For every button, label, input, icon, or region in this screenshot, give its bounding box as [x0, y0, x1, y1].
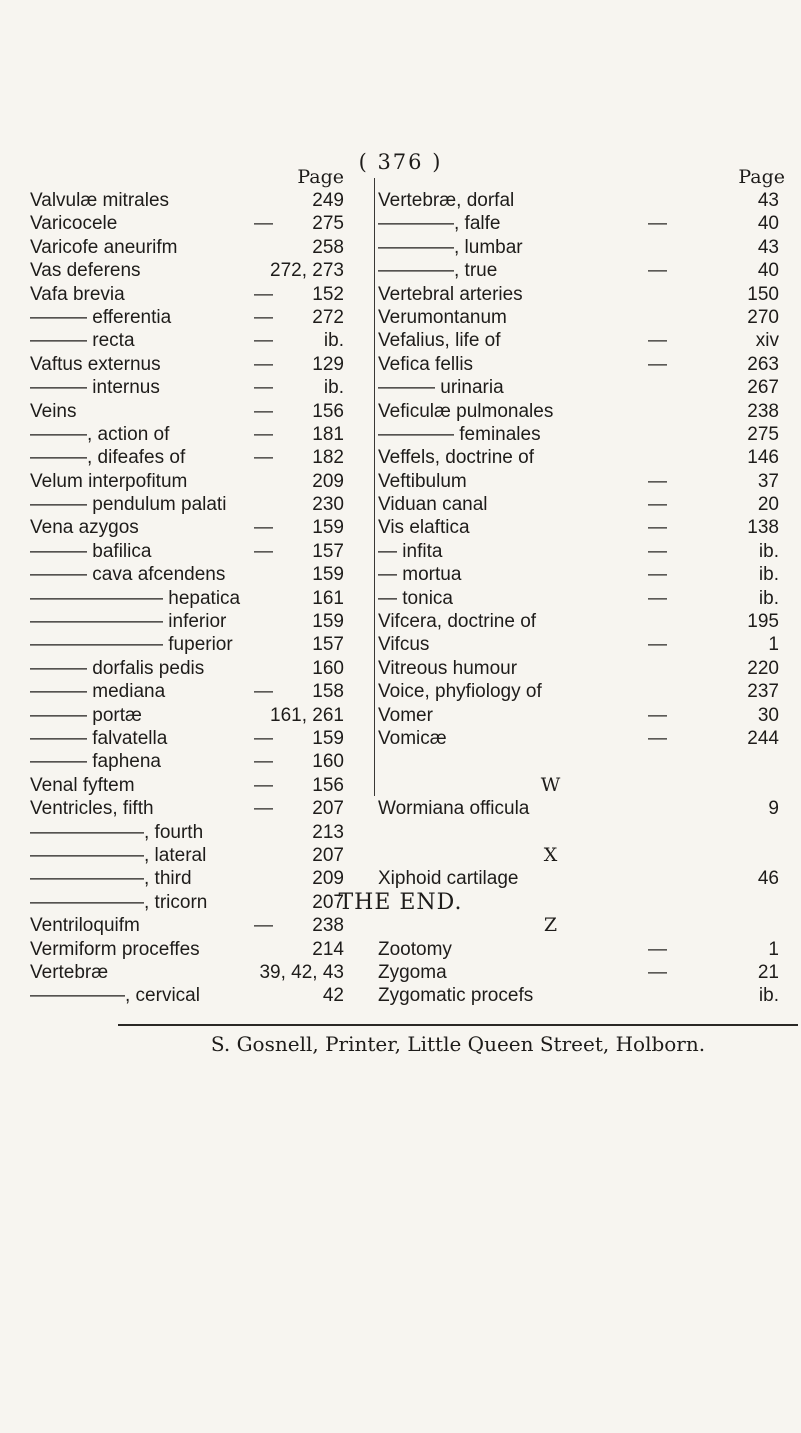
leader-dash: — [254, 727, 273, 749]
index-entry [378, 516, 793, 539]
index-entry [378, 797, 793, 820]
index-page-ref: 207 [312, 891, 344, 913]
index-term: Ventriloquifm [30, 915, 140, 937]
index-column-left [30, 165, 368, 1008]
leader-dash: — [648, 517, 667, 539]
index-entry [30, 446, 368, 469]
index-entry [30, 376, 368, 399]
index-entry [30, 844, 368, 867]
index-entries-right [378, 189, 793, 1008]
index-entry [30, 867, 368, 890]
index-entry [30, 259, 368, 282]
index-term: Ventricles, fifth [30, 798, 154, 820]
index-entry [30, 657, 368, 680]
index-entry [30, 797, 368, 820]
index-page-ref: 161 [312, 587, 344, 609]
index-entry [30, 283, 368, 306]
index-page-ref: 43 [757, 190, 779, 211]
leader-dash: — [254, 540, 273, 562]
index-entry [378, 938, 793, 961]
index-term: Vertebral arteries [378, 283, 523, 305]
leader-dash: — [648, 540, 667, 562]
index-term: Vitreous humour [378, 657, 518, 679]
index-entry [30, 938, 368, 961]
index-page-ref: 160 [312, 657, 344, 679]
index-entry [378, 283, 793, 306]
index-entry [378, 329, 793, 352]
index-page-ref: ib. [758, 564, 779, 586]
index-entry [378, 212, 793, 235]
index-term: Vefalius, life of [378, 330, 501, 352]
index-page-ref: 160 [312, 751, 344, 773]
index-entry [30, 727, 368, 750]
index-term: Varicofe aneurifm [30, 236, 178, 258]
index-term: ——— portæ [30, 704, 142, 726]
index-entry [378, 867, 793, 890]
footer-rule [118, 1024, 798, 1026]
index-term: ——— urinaria [378, 377, 504, 399]
index-entry [378, 493, 793, 516]
index-term: ————, true [378, 260, 498, 282]
index-page-ref: 275 [747, 423, 779, 445]
printer-imprint: S. Gosnell, Printer, Little Queen Street, Holborn. [210, 1032, 706, 1056]
index-page-ref: 207 [312, 798, 344, 820]
index-term: ——— recta [30, 330, 135, 352]
index-term: — tonica [378, 587, 453, 609]
index-page-ref: 181 [312, 423, 344, 445]
leader-dash: — [254, 330, 273, 352]
index-term: ——————— hepatica [30, 587, 241, 609]
index-page-ref: 30 [757, 704, 779, 726]
index-entry [378, 633, 793, 656]
index-term: Voice, phyfiology of [378, 681, 542, 703]
page-column-heading: Page [297, 166, 344, 188]
index-term: ——— internus [30, 377, 160, 399]
index-term: Viduan canal [378, 494, 488, 516]
index-entry [378, 961, 793, 984]
index-term: Zygomatic procefs [378, 985, 534, 1007]
leader-dash: — [648, 587, 667, 609]
index-entry [30, 563, 368, 586]
index-entry [30, 236, 368, 259]
index-page-ref: 40 [757, 260, 779, 282]
index-entry [378, 306, 793, 329]
index-page-ref: 40 [757, 213, 779, 235]
index-term: Varicocele [30, 213, 118, 235]
index-entry [378, 540, 793, 563]
index-term: ———, action of [30, 423, 170, 445]
index-entry [378, 259, 793, 282]
leader-dash: — [254, 306, 273, 328]
leader-dash: — [254, 774, 273, 796]
index-term: Vas deferens [30, 260, 141, 282]
index-page-ref: 195 [747, 611, 779, 633]
index-entries-left [30, 189, 368, 1008]
index-page-ref: 158 [312, 681, 344, 703]
index-term: Vena azygos [30, 517, 139, 539]
leader-dash: — [648, 704, 667, 726]
index-page-ref: 220 [747, 657, 779, 679]
index-entry [378, 423, 793, 446]
index-entry [378, 680, 793, 703]
index-term: Vifcus [378, 634, 430, 656]
index-page-ref: 39, 42, 43 [259, 961, 344, 983]
index-term: Vomer [378, 704, 433, 726]
index-page-ref: 138 [747, 517, 779, 539]
index-page-ref: 272, 273 [270, 260, 344, 282]
index-page-ref: 150 [747, 283, 779, 305]
index-page-ref: 1 [768, 938, 779, 960]
index-term: ——————— inferior [30, 611, 227, 633]
index-page-ref: 159 [312, 564, 344, 586]
index-page-ref: 182 [312, 447, 344, 469]
index-page-ref: ib. [758, 985, 779, 1007]
index-term: ———, difeafes of [30, 447, 186, 469]
index-term: Veins [30, 400, 77, 422]
index-page-ref: 214 [312, 938, 344, 960]
index-term: Zygoma [378, 961, 447, 983]
index-entry [30, 400, 368, 423]
index-term: ——————, fourth [30, 821, 204, 843]
index-page-ref: 159 [312, 727, 344, 749]
index-entry [30, 540, 368, 563]
index-term: ——— efferentia [30, 306, 172, 328]
index-entry [378, 470, 793, 493]
index-page-ref: 21 [757, 961, 779, 983]
leader-dash: — [254, 283, 273, 305]
index-page-ref: 37 [757, 470, 779, 492]
page-number: ( 376 ) [358, 150, 443, 174]
index-entry [378, 610, 793, 633]
index-term: ————, falfe [378, 213, 501, 235]
index-entry [30, 329, 368, 352]
index-entry [30, 189, 368, 212]
index-entry [30, 306, 368, 329]
index-column-right [378, 165, 793, 1008]
leader-dash: — [254, 213, 273, 235]
index-entry [30, 774, 368, 797]
index-term: ——————, tricorn [30, 891, 208, 913]
leader-dash: — [648, 470, 667, 492]
index-page-ref: 42 [322, 985, 344, 1007]
column-divider [374, 178, 375, 796]
leader-dash: — [648, 353, 667, 375]
index-term: —————, cervical [30, 985, 200, 1007]
index-term: ——————— fuperior [30, 634, 233, 656]
index-page-ref: 272 [312, 306, 344, 328]
index-term: ——— mediana [30, 681, 166, 703]
index-page-ref: 258 [312, 236, 344, 258]
leader-dash: — [648, 564, 667, 586]
leader-dash: — [254, 377, 273, 399]
index-term: Xiphoid cartilage [378, 868, 519, 890]
index-term: Vifcera, doctrine of [378, 611, 537, 633]
index-page-ref: xiv [755, 330, 779, 352]
index-term: ——————, lateral [30, 844, 207, 866]
index-page-ref: 209 [312, 470, 344, 492]
index-term: ———— feminales [378, 423, 541, 445]
index-term: Wormiana officula [378, 798, 530, 820]
leader-dash: — [648, 213, 667, 235]
index-page-ref: 152 [312, 283, 344, 305]
leader-dash: — [648, 634, 667, 656]
index-entry [378, 587, 793, 610]
index-page-ref: 263 [747, 353, 779, 375]
index-page-ref: ib. [758, 540, 779, 562]
index-entry [30, 587, 368, 610]
index-entry [30, 961, 368, 984]
index-page-ref: 146 [747, 447, 779, 469]
index-entry [30, 493, 368, 516]
index-term: — infita [378, 540, 443, 562]
page-column-heading: Page [738, 166, 785, 188]
index-term: — mortua [378, 564, 462, 586]
index-term: Velum interpofitum [30, 470, 188, 492]
index-page-ref: 161, 261 [270, 704, 344, 726]
index-page-ref: 209 [312, 868, 344, 890]
index-page-ref: 129 [312, 353, 344, 375]
index-entry [30, 212, 368, 235]
index-entry [30, 984, 368, 1007]
index-entry [378, 563, 793, 586]
index-term: Venal fyftem [30, 774, 135, 796]
leader-dash: — [254, 798, 273, 820]
index-term: Vefica fellis [378, 353, 474, 375]
index-entry [378, 376, 793, 399]
index-page-ref: 43 [757, 236, 779, 258]
index-page-ref: 157 [312, 540, 344, 562]
index-term: Vermiform proceffes [30, 938, 200, 960]
index-entry [378, 727, 793, 750]
index-entry [378, 353, 793, 376]
index-page-ref: 156 [312, 400, 344, 422]
leader-dash: — [648, 494, 667, 516]
index-term: Vertebræ [30, 961, 109, 983]
leader-dash: — [254, 751, 273, 773]
index-page-ref: 244 [747, 727, 779, 749]
index-page-ref: 275 [312, 213, 344, 235]
index-term: Zootomy [378, 938, 452, 960]
leader-dash: — [254, 681, 273, 703]
leader-dash: — [648, 961, 667, 983]
index-page-ref: 238 [747, 400, 779, 422]
index-entry [378, 236, 793, 259]
index-term: ——— faphena [30, 751, 161, 773]
section-spacer [378, 750, 793, 773]
index-entry [30, 353, 368, 376]
leader-dash: — [254, 353, 273, 375]
index-page-ref: 238 [312, 915, 344, 937]
index-term: Veftibulum [378, 470, 467, 492]
index-page-ref: 157 [312, 634, 344, 656]
index-page-ref: 249 [312, 190, 344, 211]
index-term: Vertebræ, dorfal [378, 190, 515, 211]
index-term: ——— falvatella [30, 727, 168, 749]
index-entry [30, 610, 368, 633]
index-page-ref: 207 [312, 844, 344, 866]
index-entry [378, 446, 793, 469]
index-term: Valvulæ mitrales [30, 190, 170, 211]
leader-dash: — [648, 727, 667, 749]
leader-dash: — [648, 260, 667, 282]
index-term: Vaftus externus [30, 353, 161, 375]
index-page-ref: 1 [768, 634, 779, 656]
index-entry [378, 400, 793, 423]
index-term: Vafa brevia [30, 283, 125, 305]
index-page-ref: 20 [757, 494, 779, 516]
section-letter: W [540, 773, 561, 796]
index-term: Veffels, doctrine of [378, 447, 534, 469]
index-page-ref: 230 [312, 494, 344, 516]
index-term: ——————, third [30, 868, 192, 890]
index-entry [30, 423, 368, 446]
index-entry [30, 821, 368, 844]
index-term: Veficulæ pulmonales [378, 400, 554, 422]
index-term: ——— pendulum palati [30, 494, 227, 516]
index-page-ref: ib. [323, 330, 344, 352]
index-entry [378, 657, 793, 680]
index-entry [30, 914, 368, 937]
index-page-ref: 159 [312, 517, 344, 539]
the-end-heading: THE END. [338, 890, 463, 915]
index-page-ref: 270 [747, 306, 779, 328]
index-page-ref: 46 [757, 868, 779, 890]
index-term: ——— cava afcendens [30, 564, 226, 586]
index-page-ref: 9 [768, 798, 779, 820]
leader-dash: — [254, 423, 273, 445]
index-page-ref: 237 [747, 681, 779, 703]
index-entry [378, 704, 793, 727]
index-term: ——— bafilica [30, 540, 152, 562]
index-entry [30, 470, 368, 493]
index-entry [30, 516, 368, 539]
index-term: ————, lumbar [378, 236, 523, 258]
index-term: Vomicæ [378, 727, 447, 749]
leader-dash: — [648, 330, 667, 352]
leader-dash: — [254, 517, 273, 539]
index-term: Vis elaftica [378, 517, 470, 539]
leader-dash: — [254, 447, 273, 469]
index-entry [378, 984, 793, 1007]
leader-dash: — [254, 915, 273, 937]
index-term: ——— dorfalis pedis [30, 657, 205, 679]
index-entry [30, 704, 368, 727]
index-entry [30, 750, 368, 773]
leader-dash: — [254, 400, 273, 422]
index-page-ref: ib. [323, 377, 344, 399]
index-entry [30, 680, 368, 703]
index-entry [378, 189, 793, 212]
index-page-ref: 156 [312, 774, 344, 796]
index-term: Verumontanum [378, 306, 507, 328]
section-letter: Z [543, 914, 558, 937]
section-spacer [378, 821, 793, 844]
index-page-ref: 267 [747, 377, 779, 399]
section-letter: X [543, 843, 558, 866]
index-page-ref: 213 [312, 821, 344, 843]
index-page-ref: 159 [312, 611, 344, 633]
index-page-ref: ib. [758, 587, 779, 609]
leader-dash: — [648, 938, 667, 960]
index-entry [30, 633, 368, 656]
